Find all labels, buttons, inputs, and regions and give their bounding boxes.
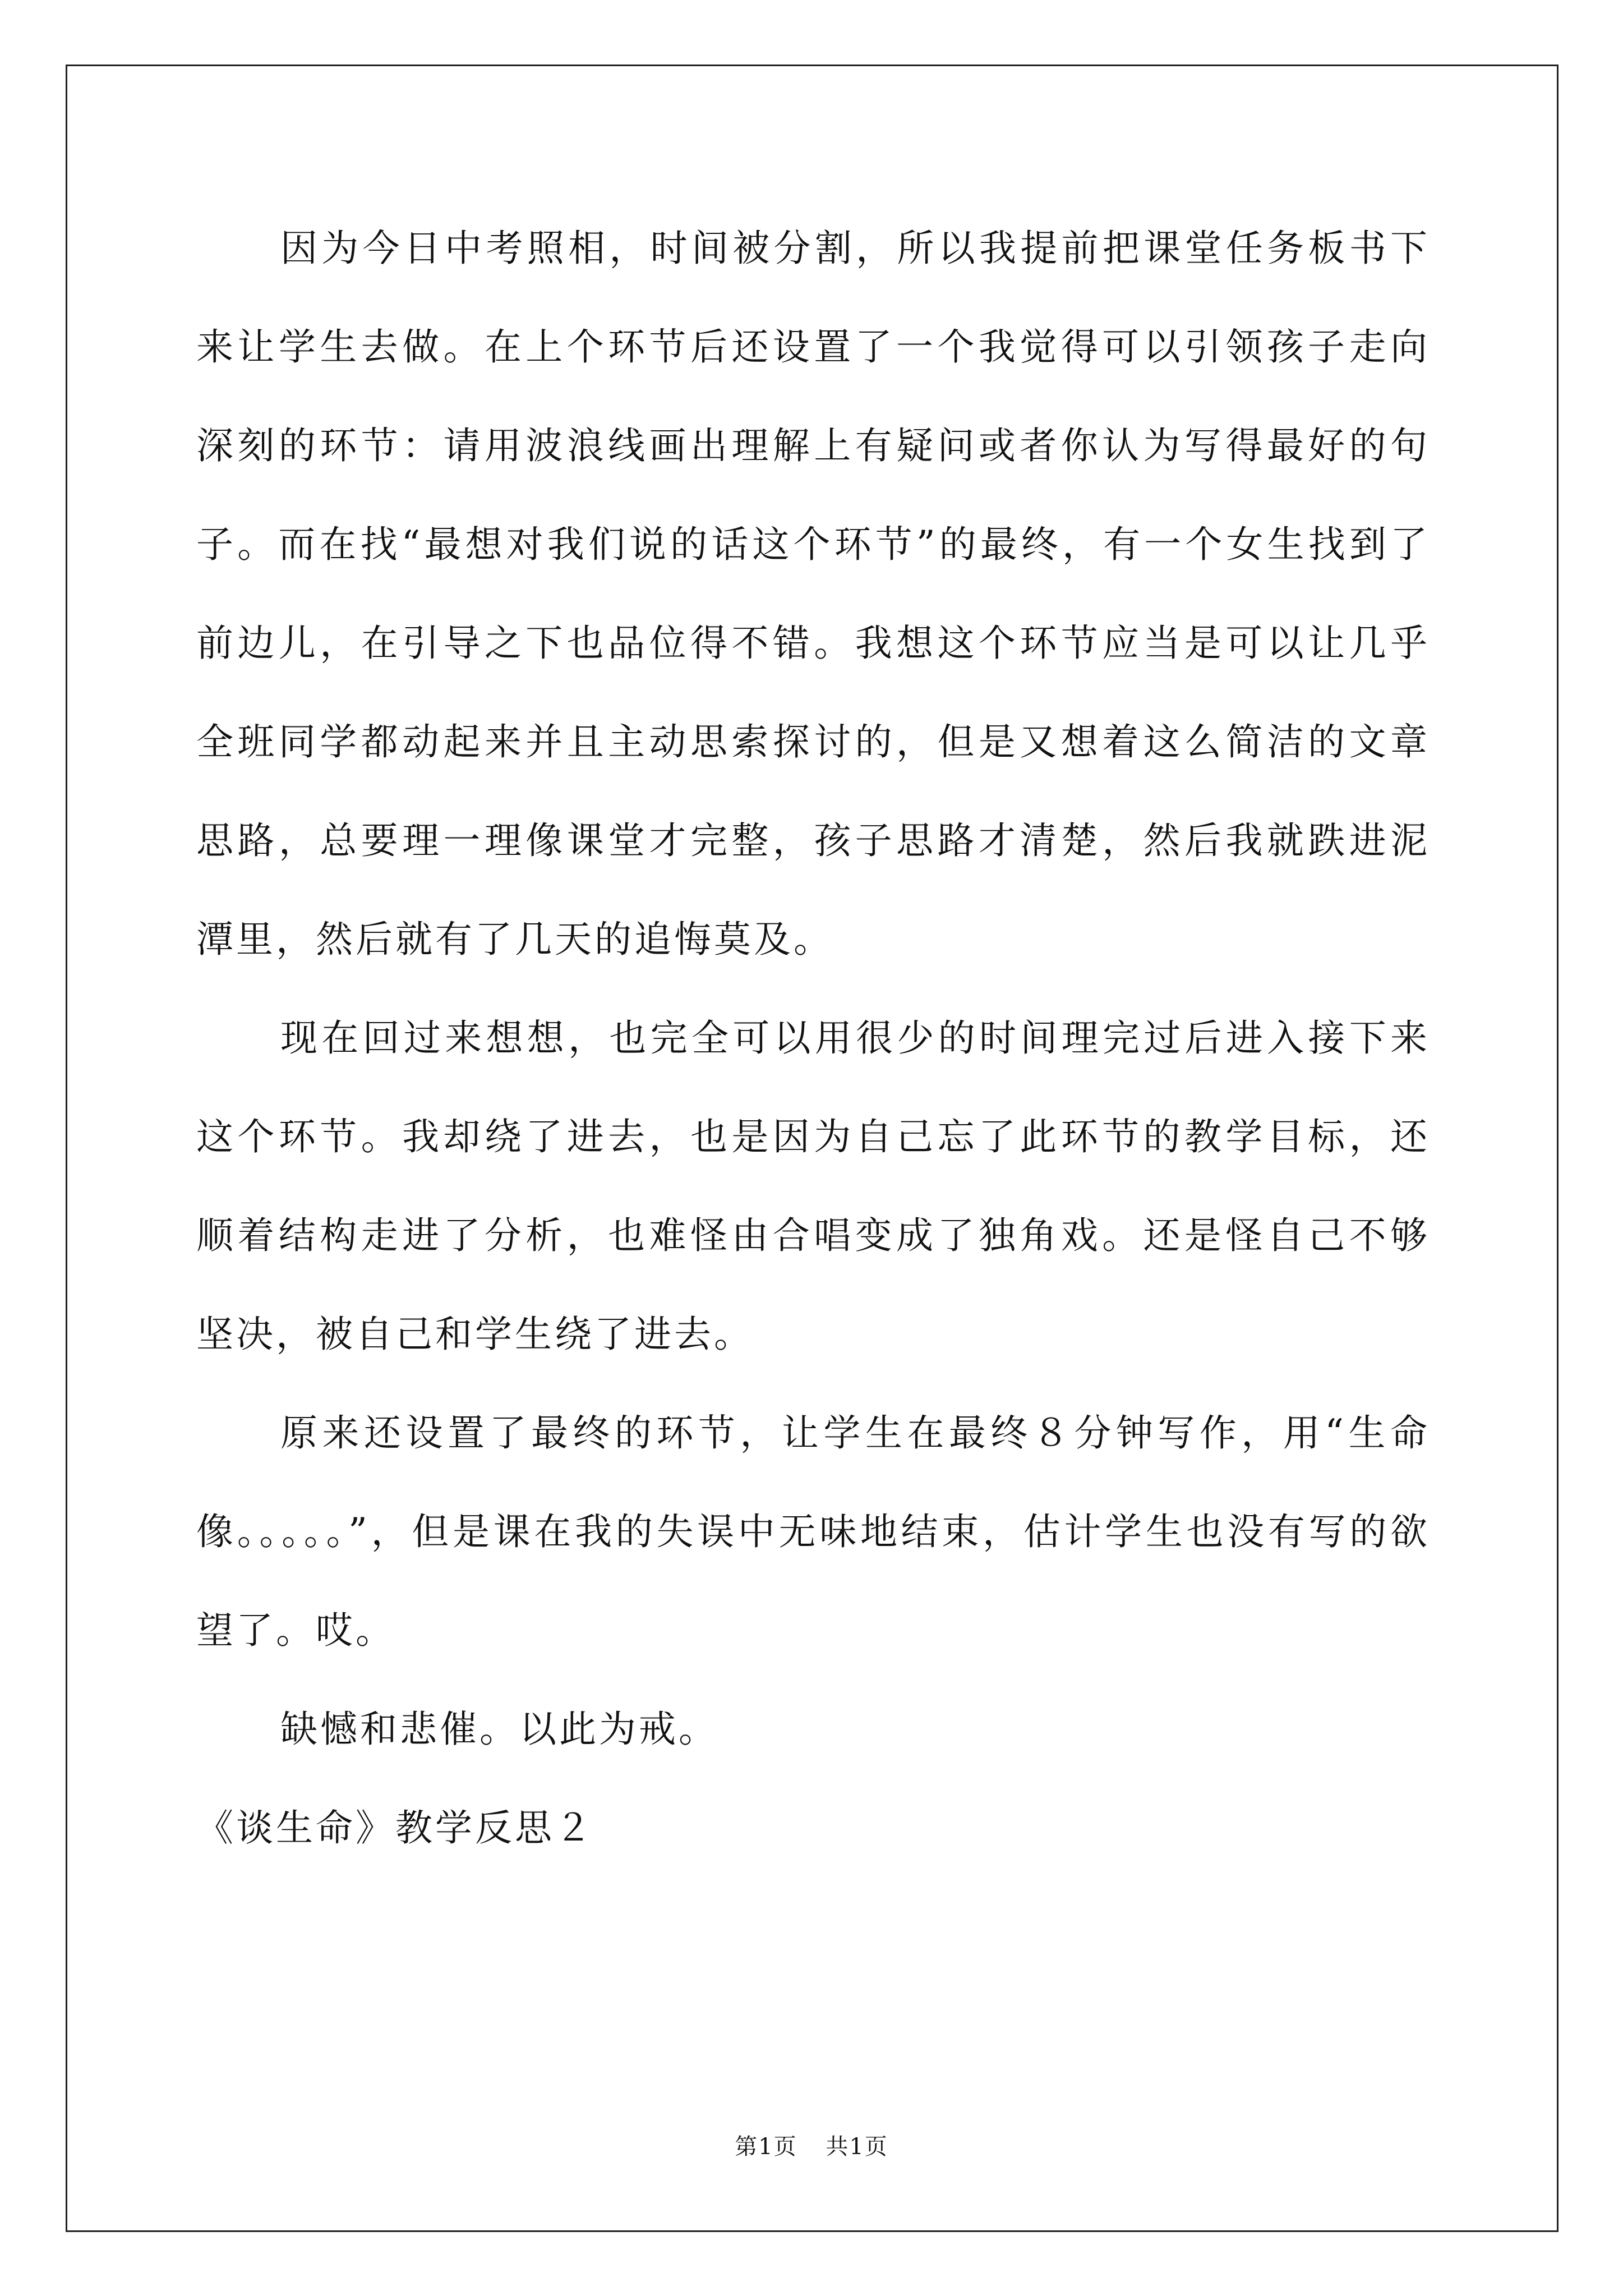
paragraph-2: 现在回过来想想，也完全可以用很少的时间理完过后进入接下来这个环节。我却绕了进去，也是因为自己忘了此环节的教学目标，还顺着结构走进了分析，也难怪由合唱变成了独角戏。还是怪自己不够坚决，被自己和学生绕了进去。 [196,1016,1430,1356]
page-number-current: 第1页 [735,2134,797,2160]
page-number-total: 共1页 [826,2134,888,2160]
paragraph-3: 原来还设置了最终的环节，让学生在最终８分钟写作，用“生命像。。。。。”，但是课在我的失误中无味地结束，估计学生也没有写的欲望了。哎。 [196,1411,1430,1652]
page-footer [0,2129,1623,2161]
section-heading: 《谈生命》教学反思２ [196,1806,594,1849]
paragraph-4: 缺憾和悲催。以此为戒。 [280,1708,718,1751]
document-body [196,199,1430,1878]
paragraph-1: 因为今日中考照相，时间被分割，所以我提前把课堂任务板书下来让学生去做。在上个环节后还设置了一个我觉得可以引领孩子走向深刻的环节：请用波浪线画出理解上有疑问或者你认为写得最好的句子。而在找“最想对我们说的话这个环节”的最终，有一个女生找到了前边儿，在引导之下也品位得不错。我想这个环节应当是可以让几乎全班同学都动起来并且主动思索探讨的，但是又想着这么简洁的文章思路，总要理一理像课堂才完整，孩子思路才清楚，然后我就跌进泥潭里，然后就有了几天的追悔莫及。 [196,227,1430,961]
